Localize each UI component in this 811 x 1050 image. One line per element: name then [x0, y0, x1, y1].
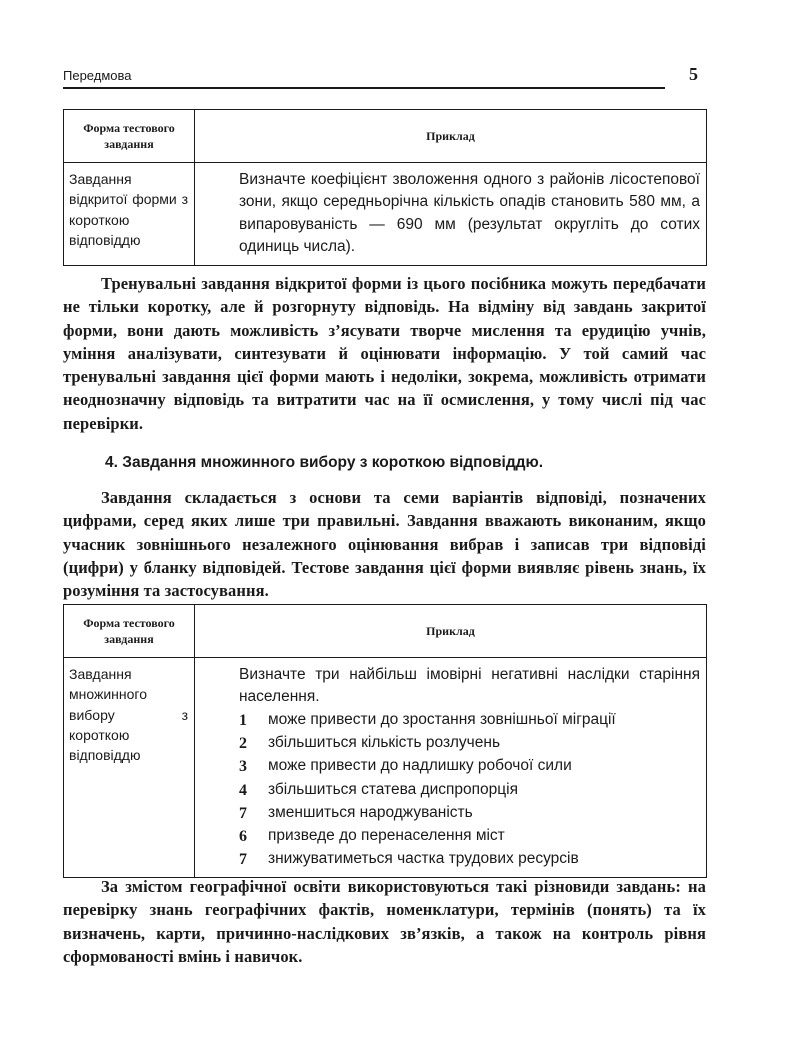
option-number: 7: [239, 804, 247, 822]
answer-option: [239, 779, 700, 802]
task-example-cell: Визначте коефіцієнт зволоження одного з районів лісостепової зони, якщо середньорічна кількість опадів становить 580 мм, а випаровуваність — 690 мм (результат округліть до сотих одиниць числа).: [195, 163, 707, 266]
answer-option: [239, 825, 700, 848]
option-number: 7: [239, 851, 247, 869]
task-form-cell: Завдання відкритої форми з короткою відповіддю: [64, 163, 195, 266]
column-header-example: Приклад: [195, 605, 707, 658]
task-question: Визначте три найбільш імовірні негативні наслідки старіння населення.: [239, 666, 700, 706]
section-heading: 4. Завдання множинного вибору з короткою відповіддю.: [105, 454, 544, 471]
task-form-cell: Завдання множинного вибору з короткою відповіддю: [64, 658, 195, 878]
option-text: може привести до надлишку робочої сили: [268, 757, 572, 775]
task-example-cell: [195, 658, 707, 878]
table-header-row: [64, 605, 707, 658]
answer-option: [239, 732, 700, 755]
option-number: 4: [239, 781, 247, 799]
answer-option: [239, 802, 700, 825]
option-text: зменшиться народжуваність: [268, 803, 473, 821]
paragraph-task-types: За змістом географічної освіти використовуються такі різновиди завдань: на перевірку знань географічних фактів, номенклатури, термінів (понять) та їх визначень, карти, причинно-наслідкових зв’язків, а також на контроль рівня сформованості вмінь і навичок.: [63, 877, 706, 966]
paragraph-multiple-choice: Завдання складається з основи та семи варіантів відповіді, позначених цифрами, серед яких лише три правильні. Завдання вважають виконаним, якщо учасник зовнішнього незалежного оцінювання вибрав і записав три відповіді (цифри) у бланку відповідей. Тестове завдання цієї форми виявляє рівень знань, їх розуміння та застосування.: [63, 488, 706, 601]
answer-option: [239, 848, 700, 871]
option-text: збільшиться кількість розлучень: [268, 734, 501, 752]
table-header-row: [64, 110, 707, 163]
option-text: знижуватиметься частка трудових ресурсів: [268, 850, 579, 868]
option-text: збільшиться статева диспропорція: [268, 780, 519, 798]
option-text: може привести до зростання зовнішньої міграції: [268, 710, 616, 728]
header-rule: [63, 87, 665, 89]
table-row: [64, 658, 707, 878]
option-number: 6: [239, 827, 247, 845]
example-table-multiple-choice: [63, 604, 707, 878]
answer-options-list: [239, 709, 700, 871]
answer-option: [239, 709, 700, 732]
header-title: Передмова: [63, 68, 132, 83]
table-row: [64, 163, 707, 266]
option-number: 3: [239, 758, 247, 776]
page-number: 5: [689, 64, 698, 84]
column-header-example: Приклад: [195, 110, 707, 163]
paragraph-open-form: Тренувальні завдання відкритої форми із цього посібника можуть передбачати не тільки коротку, але й розгорнуту відповідь. На відміну від завдань закритої форми, вони дають можливість з’ясувати творче мислення та ерудицію учнів, уміння аналізувати, синтезувати й оцінювати інформацію. У той самий час тренувальні завдання цієї форми мають і недоліки, зокрема, можливість отримати неоднозначну відповідь та витратити час на її осмислення, у тому числі під час перевірки.: [63, 274, 706, 433]
option-number: 2: [239, 735, 247, 753]
option-text: призведе до перенаселення міст: [268, 826, 505, 844]
column-header-form: Форма тестового завдання: [64, 605, 195, 658]
option-number: 1: [239, 711, 247, 729]
example-table-open-form: [63, 109, 707, 266]
column-header-form: Форма тестового завдання: [64, 110, 195, 163]
answer-option: [239, 755, 700, 778]
